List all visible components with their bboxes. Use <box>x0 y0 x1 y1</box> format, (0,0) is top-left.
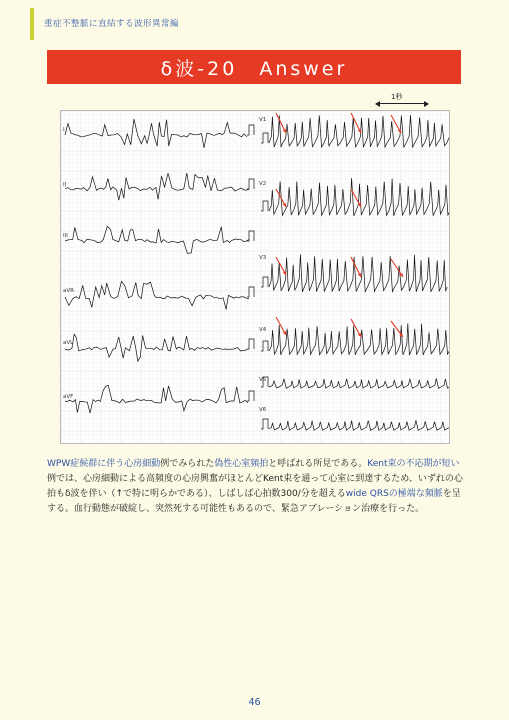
running-head-accent-bar <box>30 8 34 40</box>
keyword-wpw-af: WPW症候群に伴う心房細動 <box>47 459 161 469</box>
calibration-pulse <box>261 341 268 351</box>
lead-label-V6: V6 <box>259 407 267 413</box>
ecg-limb-lead-trace <box>65 119 247 148</box>
ecg-figure <box>60 110 450 444</box>
calibration-pulse <box>261 133 268 143</box>
lead-label-aVL: aVL <box>63 340 74 346</box>
lead-label-V3: V3 <box>259 255 267 261</box>
lead-label-aVF: aVF <box>63 394 74 400</box>
calibration-pulse <box>261 277 268 287</box>
calibration-pulse <box>261 419 268 429</box>
ecg-precordial-trace <box>269 420 449 430</box>
running-head: 重症不整脈に直結する波形異常編 <box>44 19 180 29</box>
keyword-pseudo-vt: 偽性心室頻拍 <box>214 459 269 469</box>
lead-label-aVR: aVR <box>63 288 74 294</box>
scale-label: 1秒 <box>391 93 403 101</box>
paragraph-text-1: 例でみられた <box>160 459 215 469</box>
ecg-tracing <box>61 111 449 443</box>
paragraph-text-2: と呼ばれる所見である。 <box>268 459 368 469</box>
keyword-kent-refractory: Kent束の不応期が短い <box>367 459 460 469</box>
title-banner <box>47 50 461 84</box>
lead-label-II: II <box>63 182 67 188</box>
ecg-limb-lead-trace <box>65 334 247 361</box>
lead-label-V2: V2 <box>259 181 267 187</box>
page-number: 46 <box>248 697 261 708</box>
scale-bar <box>376 103 428 104</box>
page-title: δ波-20 Answer <box>160 57 348 80</box>
lead-label-V5: V5 <box>259 377 267 383</box>
paragraph-text-4: を呈する。血行動態が破綻し、突然死する可能性もあるので、緊急アブレーション治療を行った。 <box>47 489 461 514</box>
lead-label-III: III <box>63 233 68 239</box>
ecg-precordial-trace <box>269 255 447 292</box>
lead-label-V4: V4 <box>259 327 267 333</box>
calibration-pulse <box>261 201 268 211</box>
paragraph-text-3: 例では、心房細動による高頻度の心房興奮がほとんどKent束を通って心室に到達するため、いずれの心拍もδ波を伴い（↑で特に明らかである）、しばしば心拍数300/分を超える <box>47 474 463 499</box>
explanation-paragraph <box>47 457 465 517</box>
keyword-wide-qrs: wide QRSの極端な頻脈 <box>345 489 443 499</box>
ecg-precordial-trace <box>269 178 449 216</box>
lead-label-V1: V1 <box>259 117 267 123</box>
lead-label-I: I <box>63 127 65 133</box>
